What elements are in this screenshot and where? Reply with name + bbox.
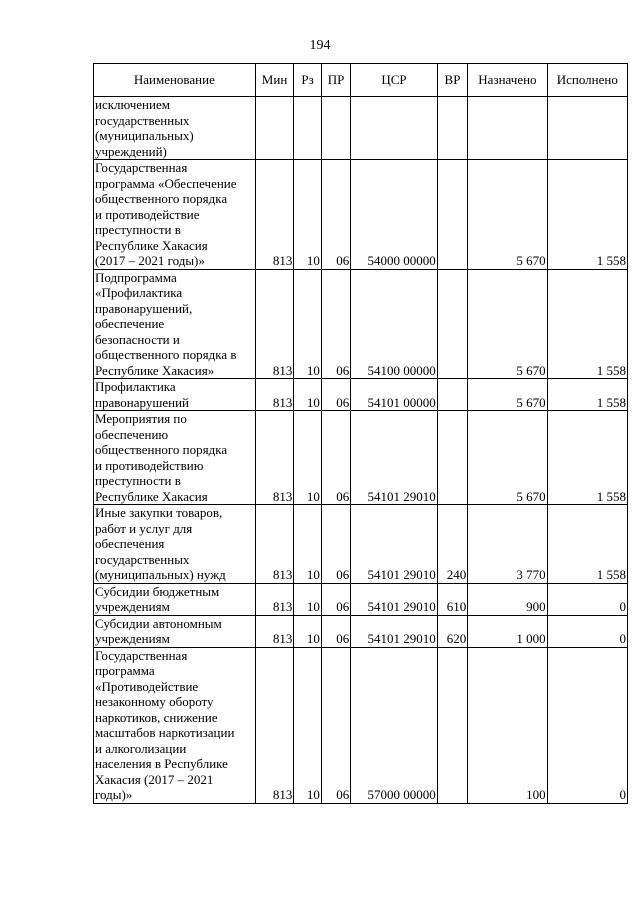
cell-executed: 0 [547,647,627,803]
cell-min [255,97,294,160]
table-row [94,505,628,584]
cell-csr: 54101 00000 [351,379,437,411]
cell-csr: 54100 00000 [351,269,437,379]
table-row [94,160,628,270]
cell-name: исключением государственных (муниципальных) учреждений) [94,97,256,160]
cell-vr: 620 [437,615,468,647]
cell-pr [321,97,350,160]
cell-min: 813 [255,615,294,647]
cell-assigned [468,97,547,160]
cell-vr [437,269,468,379]
table-row [94,647,628,803]
header-csr: ЦСР [351,64,437,97]
cell-rz: 10 [294,160,321,270]
cell-min: 813 [255,269,294,379]
cell-name: Государственная программа «Противодействие незаконному обороту наркотиков, снижение масштабов наркотизации и алкоголизации населения в Республике Хакасия (2017 – 2021 годы)» [94,647,256,803]
header-executed: Исполнено [547,64,627,97]
cell-min: 813 [255,160,294,270]
header-rz: Рз [294,64,321,97]
cell-name: Иные закупки товаров, работ и услуг для обеспечения государственных (муниципальных) нужд [94,505,256,584]
cell-assigned: 5 670 [468,269,547,379]
cell-vr [437,411,468,505]
page-number: 194 [309,38,331,53]
cell-name: Мероприятия по обеспечению общественного порядка и противодействию преступности в Республике Хакасия [94,411,256,505]
cell-name: Субсидии бюджетным учреждениям [94,583,256,615]
cell-rz [294,97,321,160]
cell-rz: 10 [294,411,321,505]
cell-rz: 10 [294,269,321,379]
cell-executed: 1 558 [547,411,627,505]
cell-pr: 06 [321,269,350,379]
cell-csr [351,97,437,160]
cell-executed [547,97,627,160]
cell-executed: 1 558 [547,379,627,411]
cell-rz: 10 [294,615,321,647]
cell-min: 813 [255,583,294,615]
cell-min: 813 [255,379,294,411]
cell-assigned: 5 670 [468,160,547,270]
cell-min: 813 [255,411,294,505]
cell-rz: 10 [294,583,321,615]
header-name: Наименование [94,64,256,97]
table-body [94,97,628,804]
cell-csr: 54101 29010 [351,505,437,584]
cell-pr: 06 [321,505,350,584]
table-row [94,583,628,615]
cell-min: 813 [255,647,294,803]
cell-pr: 06 [321,411,350,505]
cell-vr: 240 [437,505,468,584]
cell-executed: 1 558 [547,505,627,584]
header-assigned: Назначено [468,64,547,97]
table-row [94,411,628,505]
cell-csr: 54101 29010 [351,411,437,505]
cell-vr: 610 [437,583,468,615]
budget-table [93,63,628,804]
cell-csr: 54101 29010 [351,615,437,647]
table-row [94,97,628,160]
table-row [94,379,628,411]
cell-rz: 10 [294,647,321,803]
cell-name: Субсидии автономным учреждениям [94,615,256,647]
table-row [94,615,628,647]
cell-executed: 1 558 [547,269,627,379]
cell-name: Государственная программа «Обеспечение общественного порядка и противодействие преступности в Республике Хакасия (2017 – 2021 годы)» [94,160,256,270]
cell-assigned: 1 000 [468,615,547,647]
cell-name: Подпрограмма «Профилактика правонарушений, обеспечение безопасности и общественного порядка в Республике Хакасия» [94,269,256,379]
cell-vr [437,647,468,803]
cell-rz: 10 [294,379,321,411]
cell-pr: 06 [321,615,350,647]
header-min: Мин [255,64,294,97]
cell-executed: 1 558 [547,160,627,270]
cell-pr: 06 [321,379,350,411]
cell-csr: 54101 29010 [351,583,437,615]
cell-vr [437,97,468,160]
cell-pr: 06 [321,647,350,803]
table-row [94,269,628,379]
cell-assigned: 100 [468,647,547,803]
cell-pr: 06 [321,583,350,615]
cell-rz: 10 [294,505,321,584]
header-row [94,64,628,97]
cell-min: 813 [255,505,294,584]
cell-vr [437,160,468,270]
cell-csr: 54000 00000 [351,160,437,270]
cell-assigned: 5 670 [468,379,547,411]
cell-name: Профилактика правонарушений [94,379,256,411]
cell-csr: 57000 00000 [351,647,437,803]
header-pr: ПР [321,64,350,97]
cell-pr: 06 [321,160,350,270]
cell-assigned: 900 [468,583,547,615]
header-vr: ВР [437,64,468,97]
cell-assigned: 5 670 [468,411,547,505]
cell-executed: 0 [547,583,627,615]
cell-assigned: 3 770 [468,505,547,584]
cell-executed: 0 [547,615,627,647]
cell-vr [437,379,468,411]
